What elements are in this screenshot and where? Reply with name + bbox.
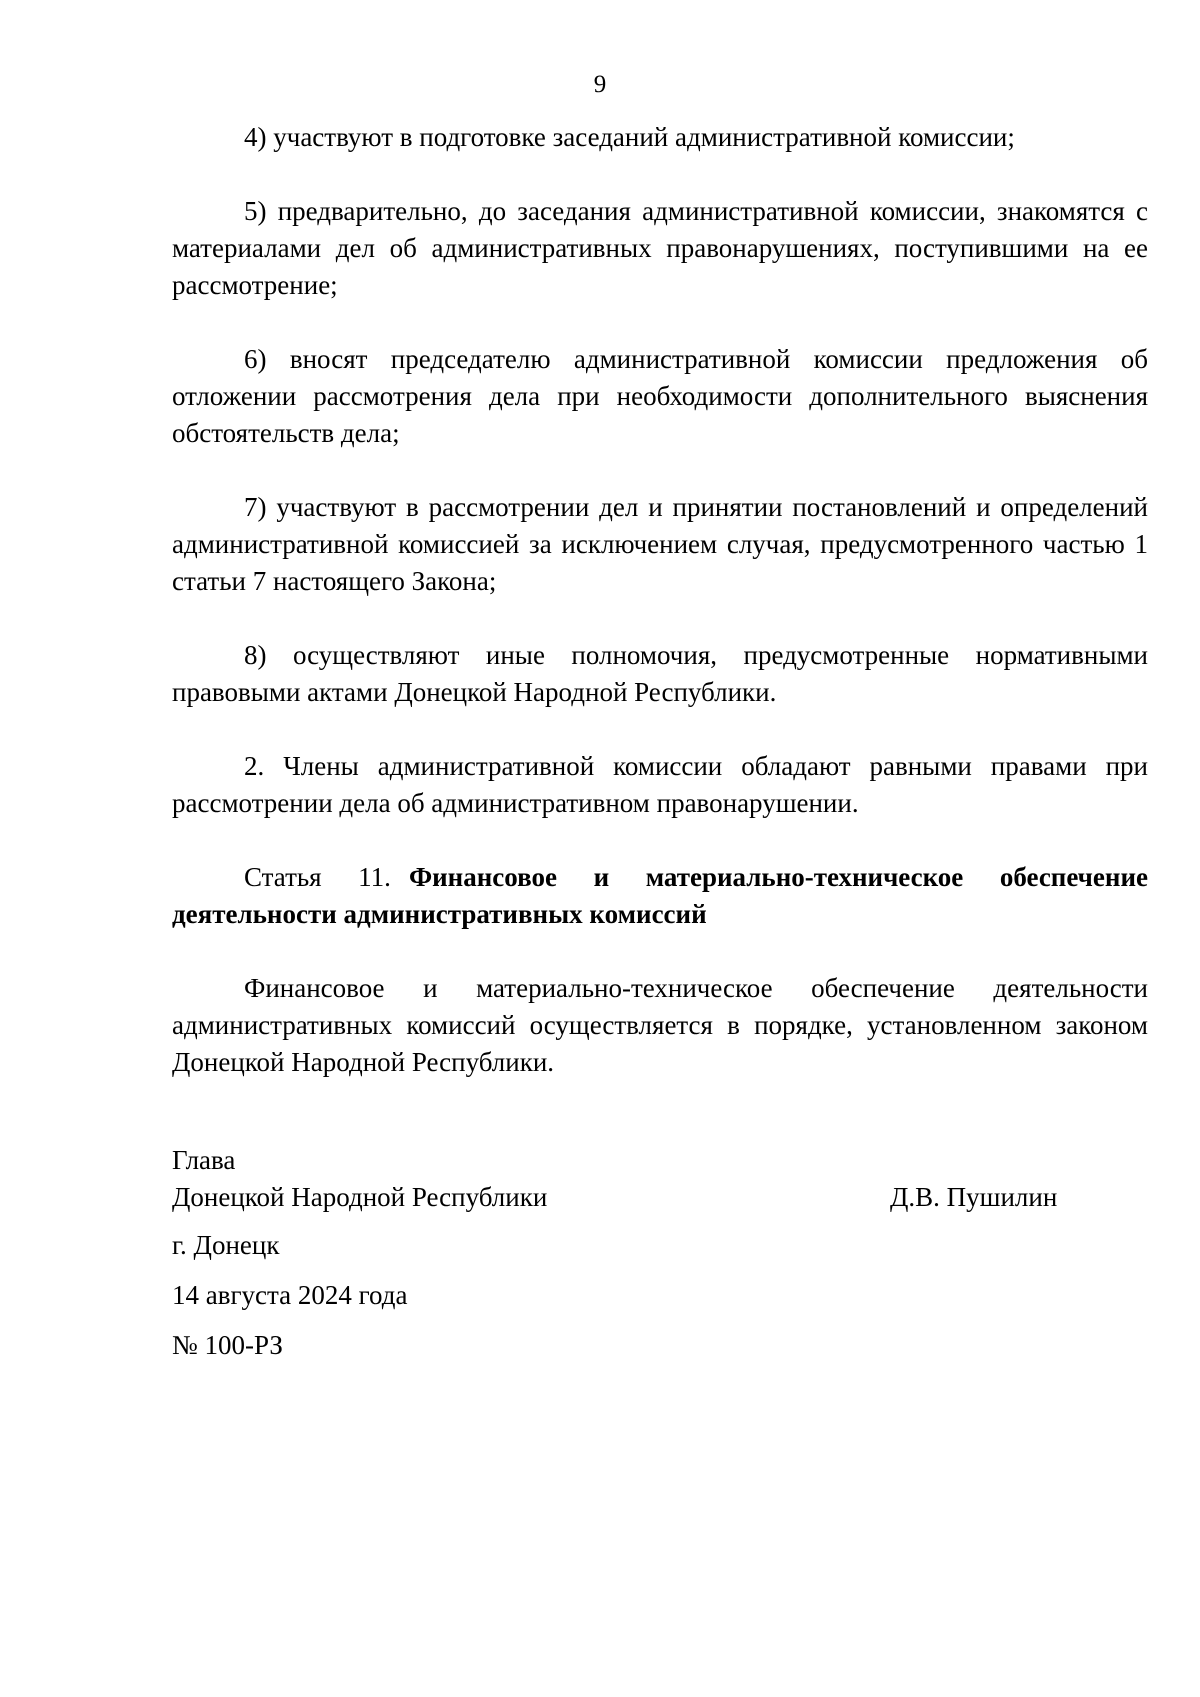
article-title: Финансовое и материально-техническое обеспечение деятельности административных комиссий — [172, 862, 1148, 929]
paragraph-item-7: 7) участвуют в рассмотрении дел и принятии постановлений и определений административной комиссией за исключением случая, предусмотренного частью 1 статьи 7 настоящего Закона; — [172, 492, 1148, 596]
signing-city: г. Донецк — [172, 1230, 280, 1260]
paragraph-part-2: 2. Члены административной комиссии обладают равными правами при рассмотрении дела об административном правонарушении. — [172, 751, 1148, 818]
article-text: Финансовое и материально-техническое обеспечение деятельности административных комиссий осуществляется в порядке, установленном законом Донецкой Народной Республики. — [172, 973, 1148, 1077]
page-number: 9 — [593, 71, 607, 98]
signing-date: 14 августа 2024 года — [172, 1280, 408, 1310]
paragraph-item-5: 5) предварительно, до заседания административной комиссии, знакомятся с материалами дел об административных правонарушениях, поступившими на ее рассмотрение; — [172, 196, 1148, 300]
paragraph-item-4: 4) участвуют в подготовке заседаний административной комиссии; — [244, 122, 1015, 152]
law-number: № 100-РЗ — [172, 1330, 283, 1360]
article-heading — [172, 859, 1148, 933]
paragraph-item-6: 6) вносят председателю административной комиссии предложения об отложении рассмотрения дела при необходимости дополнительного выяснения обстоятельств дела; — [172, 344, 1148, 448]
signatory-position-line2: Донецкой Народной Республики — [172, 1182, 548, 1212]
signatory-position-line1: Глава — [172, 1145, 236, 1175]
paragraph-item-8: 8) осуществляют иные полномочия, предусмотренные нормативными правовыми актами Донецкой Народной Республики. — [172, 640, 1148, 707]
document-body — [172, 119, 1148, 1118]
article-number: Статья 11. — [244, 862, 391, 892]
signatory-name: Д.В. Пушилин — [890, 1182, 1058, 1212]
